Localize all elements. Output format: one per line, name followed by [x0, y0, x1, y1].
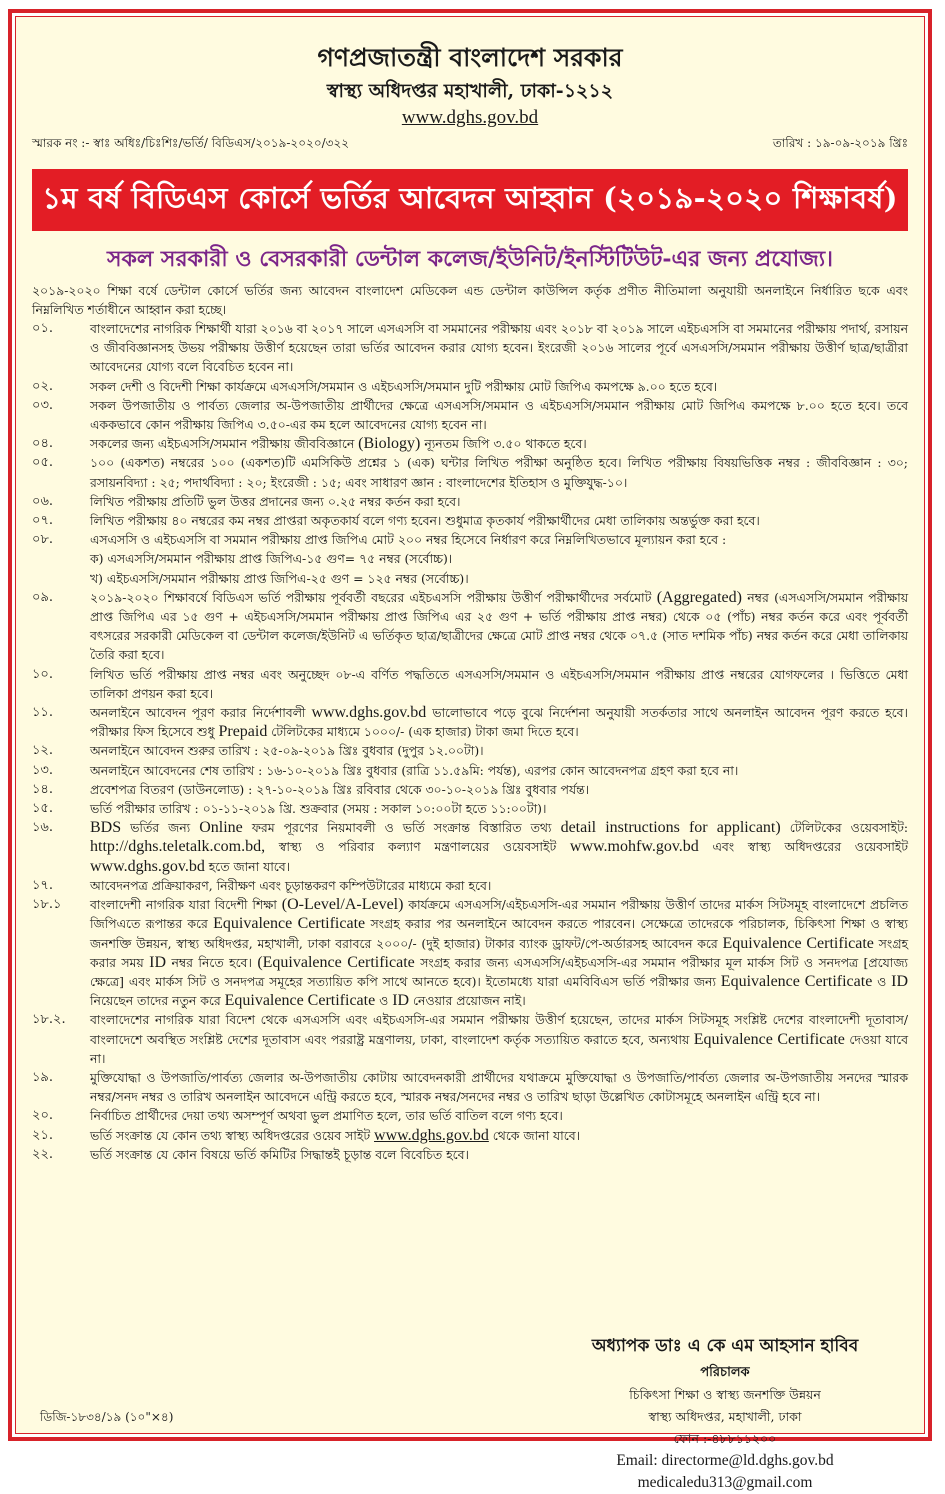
- intro-paragraph: ২০১৯-২০২০ শিক্ষা বর্ষে ডেন্টাল কোর্সে ভর্তির জন্য আবেদন বাংলাদেশ মেডিকেল এন্ড ডেন্টাল কাউন্সিল কর্তৃক প্রণীত নীতিমালা অনুযায়ী অনলাইনে নির্ধারিত ছকে এবং নিম্নলিখিত শর্তাধীনে আহ্বান করা হচ্ছে।: [32, 283, 908, 317]
- english-term: Equivalence Certificate: [213, 915, 366, 933]
- list-item: [32, 530, 908, 588]
- item-text: [90, 1126, 908, 1145]
- text-segment: বাংলাদেশের নাগরিক যারা বিদেশ থেকে এসএসসি এবং এইচএসসি-এর সমমান পরীক্ষায় উত্তীর্ণ হয়েছেন, তাদের মার্কস সিটসমূহ সংশ্লিষ্ট দেশের বাংলাদেশী দূতাবাস/বাংলাদেশে অবস্থিত সংশ্লিষ্ট দেশের দূতাবাস এবং পররাষ্ট্র মন্ত্রণালয়, ঢাকা, বাংলাদেশ কর্তৃক সত্যায়িত করাতে হবে, অন্যথায়: [90, 1012, 908, 1047]
- text-segment: ও: [872, 973, 892, 989]
- item-text: আবেদনপত্র প্রক্রিয়াকরণ, নিরীক্ষণ এবং চূড়ান্তকরণ কম্পিউটারের মাধ্যমে করা হবে।: [90, 877, 492, 893]
- item-text: নির্বাচিত প্রার্থীদের দেয়া তথ্য অসম্পূর্ণ অথবা ভুল প্রমাণিত হলে, তার ভর্তি বাতিল বলে গণ্য হবে।: [90, 1108, 563, 1124]
- applicability-subtitle: সকল সরকারী ও বেসরকারী ডেন্টাল কলেজ/ইউনিট/ইনস্টিটিউট-এর জন্য প্রযোজ্য।: [106, 246, 834, 272]
- text-segment: হতে জানা যাবে।: [204, 858, 291, 874]
- list-item: [32, 396, 908, 434]
- item-number: ১২.: [32, 743, 54, 759]
- item-number: ২০.: [32, 1108, 54, 1124]
- english-term: ID: [891, 972, 909, 990]
- list-item: [32, 1010, 908, 1068]
- text-segment: নম্বর (এসএসসি/সমমান পরীক্ষায় প্রাপ্ত জিপিএ এর ১৫ গুণ + এইচএসসি/সমমান পরীক্ষায় প্রাপ্ত জিপিএ এর ২৫ গুণ + ভর্তি পরীক্ষায় প্রাপ্ত নম্বর) থেকে ০৫ (পাঁচ) নম্বর কর্তন করে এবং পূর্ববর্তী বৎসরের সরকারী মেডিকেল বা ডেন্টাল কলেজ/ইউনিট এ ভর্তিকৃত ছাত্র/ছাত্রীদের ক্ষেত্রে মোট প্রাপ্ত নম্বর থেকে ০৭.৫ (সাত দশমিক পাঁচ) নম্বর কর্তন করে মেধা তালিকায় তৈরি করা হবে।: [90, 589, 908, 663]
- list-item: [32, 1126, 908, 1145]
- signatory-email-gmail[interactable]: medicaledu313@gmail.com: [637, 1474, 813, 1491]
- english-term: (O-Level/A-Level): [281, 896, 404, 914]
- item-text: ভর্তি পরীক্ষার তারিখ : ০১-১১-২০১৯ খ্রি. শুক্রবার (সময় : সকাল ১০:০০টা হতে ১১:০০টা)।: [90, 801, 547, 817]
- item-text: [90, 703, 908, 741]
- item-text: বাংলাদেশের নাগরিক শিক্ষার্থী যারা ২০১৬ বা ২০১৭ সালে এসএসসি বা সমমানের পরীক্ষায় এবং ২০১৮ বা ২০১৯ সালে এইচএসসি বা সমমানের পরীক্ষায় পদার্থ, রসায়ন ও জীববিজ্ঞানসহ উভয় পরীক্ষায় উত্তীর্ণ হয়েছেন তারা ভর্তির আবেদন করার যোগ্য হবেন। ইংরেজী ২০১৬ সালের পূর্বে এসএসসি/সমমান পরীক্ষায় উত্তীর্ণ ছাত্র/ছাত্রীরা আবেদনের যোগ্য বলে বিবেচিত হবেন না।: [90, 321, 908, 375]
- item-text: লিখিত পরীক্ষায় প্রতিটি ভুল উত্তর প্রদানের জন্য ০.২৫ নম্বর কর্তন করা হবে।: [90, 493, 461, 509]
- item-number: ০৩.: [32, 397, 54, 413]
- text-segment: স্বাস্থ্য ও পরিবার কল্যাণ মন্ত্রণালয়ের ওয়েবসাইট: [265, 839, 570, 855]
- english-term: detail instructions for applicant): [560, 819, 781, 837]
- text-segment: কার্যক্রমে এসএসসি/এইচএসসি-এর সমমান পরীক্ষায় উত্তীর্ণ তাদের মার্কস সিটসমূহ বাংলাদেশে প্রচলিত জিপিএতে রূপান্তর করে: [90, 897, 908, 932]
- list-item: [32, 876, 908, 895]
- conditions-list: [32, 319, 908, 1164]
- notice-title-banner: [32, 169, 908, 231]
- sub-item: খ) এইচএসসি/সমমান পরীক্ষায় প্রাপ্ত জিপিএ-২৫ গুণ = ১২৫ নম্বর (সর্বোচ্চ)।: [90, 570, 469, 586]
- item-text: [90, 1010, 908, 1068]
- list-item: [32, 895, 908, 1010]
- english-term: (Aggregated): [656, 588, 742, 606]
- list-item: [32, 588, 908, 665]
- item-text: [90, 895, 908, 1010]
- list-item: [32, 377, 908, 396]
- text-segment: দেওয়া যাবে না।: [90, 1031, 908, 1066]
- text-segment: থেকে জানা যাবে।: [488, 1127, 581, 1143]
- text-segment: টেলিটকের ওয়েবসাইট:: [780, 820, 909, 836]
- sub-item: ক) এসএসসি/সমমান পরীক্ষায় প্রাপ্ত জিপিএ-১৫ গুণ= ৭৫ নম্বর (সর্বোচ্চ)।: [90, 551, 453, 567]
- list-item: [32, 761, 908, 780]
- item-number: ১৬.: [32, 820, 54, 836]
- signatory-email-official[interactable]: Email: directorme@ld.dghs.gov.bd: [616, 1452, 834, 1469]
- reference-row: [24, 135, 916, 155]
- list-item: [32, 1068, 908, 1106]
- item-number: ২১.: [32, 1127, 54, 1143]
- text-segment: ভালোভাবে পড়ে বুঝে নির্দেশনা অনুযায়ী সতর্কতার সাথে অনলাইন আবেদন পূরণ করতে হবে। পরীক্ষার ফিস হিসেবে শুধু: [90, 705, 908, 740]
- english-term: Equivalence Certificate: [224, 992, 376, 1010]
- dg-publication-code: ডিজি-১৮৩৪/১৯ (১০"×৪): [40, 1410, 174, 1424]
- document-content: [24, 17, 916, 1433]
- list-item: [32, 703, 908, 741]
- mohfw-link[interactable]: www.mohfw.gov.bd: [569, 838, 699, 856]
- signatory-department: চিকিৎসা শিক্ষা ও স্বাস্থ্য জনশক্তি উন্নয়ন: [629, 1387, 821, 1402]
- list-item: [32, 492, 908, 511]
- item-text: লিখিত পরীক্ষায় ৪০ নম্বরের কম নম্বর প্রাপ্তরা অকৃতকার্য বলে গণ্য হবেন। শুধুমাত্র কৃতকার্য পরীক্ষার্থীদের মেধা তালিকায় অন্তর্ভুক্ত করা হবে।: [90, 513, 760, 529]
- item-text: অনলাইনে আবেদন শুরুর তারিখ : ২৫-০৯-২০১৯ খ্রিঃ বুধবার (দুপুর ১২.০০টা)।: [90, 743, 484, 759]
- text-segment: নিয়েছেন তাদের নতুন করে: [90, 993, 225, 1009]
- item-text: মুক্তিযোদ্ধা ও উপজাতি/পার্বত্য জেলার অ-উপজাতীয় কোটায় আবেদনকারী প্রার্থীদের যথাক্রমে মুক্তিযোদ্ধা ও উপজাতি/পার্বত্য জেলার অ-উপজাতীয় সনদের স্মারক নম্বর/সনদ নম্বর ও তারিখ অনলাইন আবেদনে এন্ট্রি করতে হবে, স্মারক নম্বর/সনদের নম্বর ও তারিখ ছাড়া উল্লেখিত কোটাসমূহে অনলাইন এন্ট্রি হবে না।: [90, 1069, 908, 1105]
- text-segment: ও: [375, 993, 393, 1009]
- signatory-office: স্বাস্থ্য অধিদপ্তর, মহাখালী, ঢাকা: [648, 1409, 802, 1424]
- item-number: ০৮.: [32, 532, 54, 548]
- item-number: ১৫.: [32, 801, 54, 817]
- item-number: ১৮.২.: [32, 1012, 66, 1028]
- list-item: [32, 799, 908, 818]
- signatory-title: পরিচালক: [700, 1365, 750, 1380]
- text-segment: সংগ্রহ করার পর অনলাইনে আবেদন করতে পারবেন। সেক্ষেত্রে তাদেরকে পরিচালক, চিকিৎসা শিক্ষা ও স্বাস্থ্য জনশক্তি উন্নয়ন, স্বাস্থ্য অধিদপ্তর, মহাখালী, ঢাকা বরাবরে ২০০০/- (দুই হাজার) টাকার ব্যাংক ড্রাফট/পে-অর্ডারসহ আবেদন করে: [90, 916, 908, 951]
- item-number: ১১.: [32, 705, 54, 721]
- item-number: ০৯.: [32, 589, 54, 605]
- item-number: ১৩.: [32, 762, 54, 778]
- list-item: [32, 319, 908, 377]
- list-item: [32, 780, 908, 799]
- text-segment: ভর্তি সংক্রান্ত যে কোন তথ্য স্বাস্থ্য অধিদপ্তরের ওয়েব সাইট: [90, 1127, 375, 1143]
- text-segment: ২০১৯-২০২০ শিক্ষাবর্ষে বিডিএস ভর্তি পরীক্ষায় পূর্ববর্তী বছরের এইচএসসি পরীক্ষায় উত্তীর্ণ পরীক্ষার্থীদের সর্বমোট: [90, 589, 657, 605]
- item-text: প্রবেশপত্র বিতরণ (ডাউনলোড) : ২৭-১০-২০১৯ খ্রিঃ রবিবার থেকে ৩০-১০-২০১৯ খ্রিঃ বুধবার পর্যন্ত।: [90, 781, 590, 797]
- english-term: Prepaid: [218, 723, 268, 741]
- item-text: [90, 588, 908, 665]
- english-term: Equivalence Certificate: [693, 1030, 845, 1048]
- text-segment: বাংলাদেশী নাগরিক যারা বিদেশী শিক্ষা: [90, 897, 282, 913]
- text-segment: নম্বর নিতে হবে।: [166, 954, 258, 970]
- text-segment: এবং স্বাস্থ্য অধিদপ্তরের ওয়েবসাইট: [698, 839, 908, 855]
- list-item: [32, 1106, 908, 1125]
- english-term: (Biology): [358, 435, 421, 453]
- dghs-link[interactable]: www.dghs.gov.bd: [90, 857, 205, 875]
- text-segment: নেওয়ার প্রয়োজন নাই।: [409, 993, 526, 1009]
- signature-block: [585, 1335, 865, 1494]
- item-number: ০৭.: [32, 513, 54, 529]
- english-term: Equivalence Certificate: [722, 934, 874, 952]
- issue-date: তারিখ : ১৯-০৯-২০১৯ খ্রিঃ: [772, 136, 908, 150]
- teletalk-link[interactable]: http://dghs.teletalk.com.bd,: [90, 838, 266, 856]
- memo-number: স্মারক নং :- স্বাঃ অধিঃ/চিঃশিঃ/ভর্তি/ বিডিএস/২০১৯-২০২০/৩২২: [32, 136, 350, 150]
- text-segment: এসএসসি ও এইচএসসি বা সমমান পরীক্ষায় প্রাপ্ত জিপিএ মোট ২০০ নম্বর হিসেবে নির্ধারণ করে নিম্নলিখিতভাবে মূল্যায়ন করা হবে :: [90, 532, 727, 548]
- item-text: ভর্তি সংক্রান্ত যে কোন বিষয়ে ভর্তি কমিটির সিদ্ধান্তই চূড়ান্ত বলে বিবেচিত হবে।: [90, 1146, 469, 1162]
- list-item: [32, 818, 908, 876]
- text-segment: ভর্তির জন্য: [121, 820, 200, 836]
- item-number: ২২.: [32, 1146, 54, 1162]
- item-text: লিখিত ভর্তি পরীক্ষায় প্রাপ্ত নম্বর এবং অনুচ্ছেদ ০৮-এ বর্ণিত পদ্ধতিতে এসএসসি/সমমান ও এইচএসসি/সমমান পরীক্ষায় প্রাপ্ত নম্বরের যোগফলের । ভিত্তিতে মেধা তালিকা প্রণয়ন করা হবে।: [90, 666, 908, 701]
- text-segment: ন্যূনতম জিপি ৩.৫০ থাকতে হবে।: [420, 436, 587, 452]
- header-website-link[interactable]: www.dghs.gov.bd: [401, 107, 539, 128]
- list-item: [32, 511, 908, 530]
- item-text: [90, 434, 908, 453]
- item-number: ১৮.১: [32, 897, 62, 913]
- list-item: [32, 665, 908, 703]
- english-term: ID: [149, 953, 167, 971]
- website-link[interactable]: www.dghs.gov.bd: [374, 1126, 489, 1144]
- text-segment: টেলিটকের মাধ্যমে ১০০০/- (এক হাজার) টাকা জমা দিতে হবে।: [267, 724, 579, 740]
- list-item: [32, 434, 908, 453]
- item-text: ১০০ (একশত) নম্বরের ১০০ (একশত)টি এমসিকিউ প্রশ্নের ১ (এক) ঘন্টার লিখিত পরীক্ষা অনুষ্ঠিত হবে। লিখিত পরীক্ষায় বিষয়ভিত্তিক নম্বর : জীববিজ্ঞান : ৩০; রসায়নবিদ্যা : ২৫; পদার্থবিদ্যা : ২০; ইংরেজী : ১৫; এবং সাধারণ জ্ঞান : বাংলাদেশের ইতিহাস ও মুক্তিযুদ্ধ-১০।: [90, 455, 908, 490]
- item-text: সকল দেশী ও বিদেশী শিক্ষা কার্যক্রমে এসএসসি/সমমান ও এইচএসসি/সমমান দুটি পরীক্ষায় মোট জিপিএ কমপক্ষে ৯.০০ হতে হবে।: [90, 378, 718, 394]
- item-text: [90, 818, 908, 876]
- text-segment: ফরম পূরণের নিয়মাবলী ও ভর্তি সংক্রান্ত বিস্তারিত তথ্য: [242, 820, 561, 836]
- item-text: অনলাইনে আবেদনের শেষ তারিখ : ১৬-১০-২০১৯ খ্রিঃ বুধবার (রাত্রি ১১.৫৯মি: পর্যন্ত), এরপর কোন আবেদনপত্র গ্রহণ করা হবে না।: [90, 762, 739, 778]
- item-number: ১০.: [32, 666, 54, 682]
- item-number: ০৬.: [32, 493, 54, 509]
- item-number: ০৪.: [32, 436, 54, 452]
- list-item: [32, 741, 908, 760]
- english-term: ID: [392, 992, 410, 1010]
- signatory-phone: ফোন :-৪৮৮১১২০০: [673, 1431, 777, 1446]
- website-link[interactable]: www.dghs.gov.bd: [311, 704, 427, 722]
- item-number: ১৪.: [32, 781, 54, 797]
- item-text: সকল উপজাতীয় ও পার্বত্য জেলার অ-উপজাতীয় প্রার্থীদের ক্ষেত্রে এসএসসি/সমমান ও এইচএসসি/সমমান পরীক্ষায় মোট জিপিএ কমপক্ষে ৮.০০ হতে হবে। তবে এককভাবে কোন পরীক্ষায় জিপিএ ৩.৫০-এর কম হলে আবেদনের যোগ্য হবেন না।: [90, 397, 908, 433]
- signatory-name: অধ্যাপক ডাঃ এ কে এম আহসান হাবিব: [591, 1336, 859, 1356]
- text-segment: সকলের জন্য এইচএসসি/সমমান পরীক্ষায় জীববিজ্ঞানে: [90, 436, 359, 452]
- text-segment: অনলাইনে আবেদন পূরণ করার নির্দেশাবলী: [90, 705, 312, 721]
- inner-frame: [15, 16, 925, 1434]
- outer-frame: [8, 9, 932, 1441]
- text-segment: সংগ্রহ করার জন্য এসএসসি/এইচএসসি-এর সমমান পরীক্ষার মূল মার্কস সিট ও সনদপত্র [প্রযোজ্য ক্ষেত্রে] এবং মার্কস সিট ও সনদপত্র সমূহের সত্যায়িত কপি সাথে আনতে হবে)। ইতোমধ্যে যারা এমবিবিএস ভর্তি পরীক্ষার জন্য: [90, 954, 909, 989]
- item-number: ১৭.: [32, 877, 54, 893]
- list-item: [32, 1145, 908, 1164]
- list-item: [32, 453, 908, 491]
- english-term: (Equivalence Certificate: [257, 953, 415, 971]
- notice-title: ১ম বর্ষ বিডিএস কোর্সে ভর্তির আবেদন আহ্বান (২০১৯-২০২০ শিক্ষাবর্ষ): [42, 180, 898, 215]
- item-number: ০২.: [32, 378, 54, 394]
- government-title: গণপ্রজাতন্ত্রী বাংলাদেশ সরকার: [317, 43, 623, 72]
- department-address: স্বাস্থ্য অধিদপ্তর মহাখালী, ঢাকা-১২১২: [326, 80, 614, 102]
- text-segment: সংগ্রহ করার সময়: [90, 935, 908, 970]
- english-term: Online: [199, 819, 243, 837]
- item-text: [90, 530, 908, 588]
- english-term: BDS: [90, 819, 122, 837]
- item-number: ১৯.: [32, 1069, 54, 1085]
- item-number: ০১.: [32, 321, 54, 336]
- item-number: ০৫.: [32, 455, 54, 471]
- english-term: Equivalence Certificate: [720, 972, 873, 990]
